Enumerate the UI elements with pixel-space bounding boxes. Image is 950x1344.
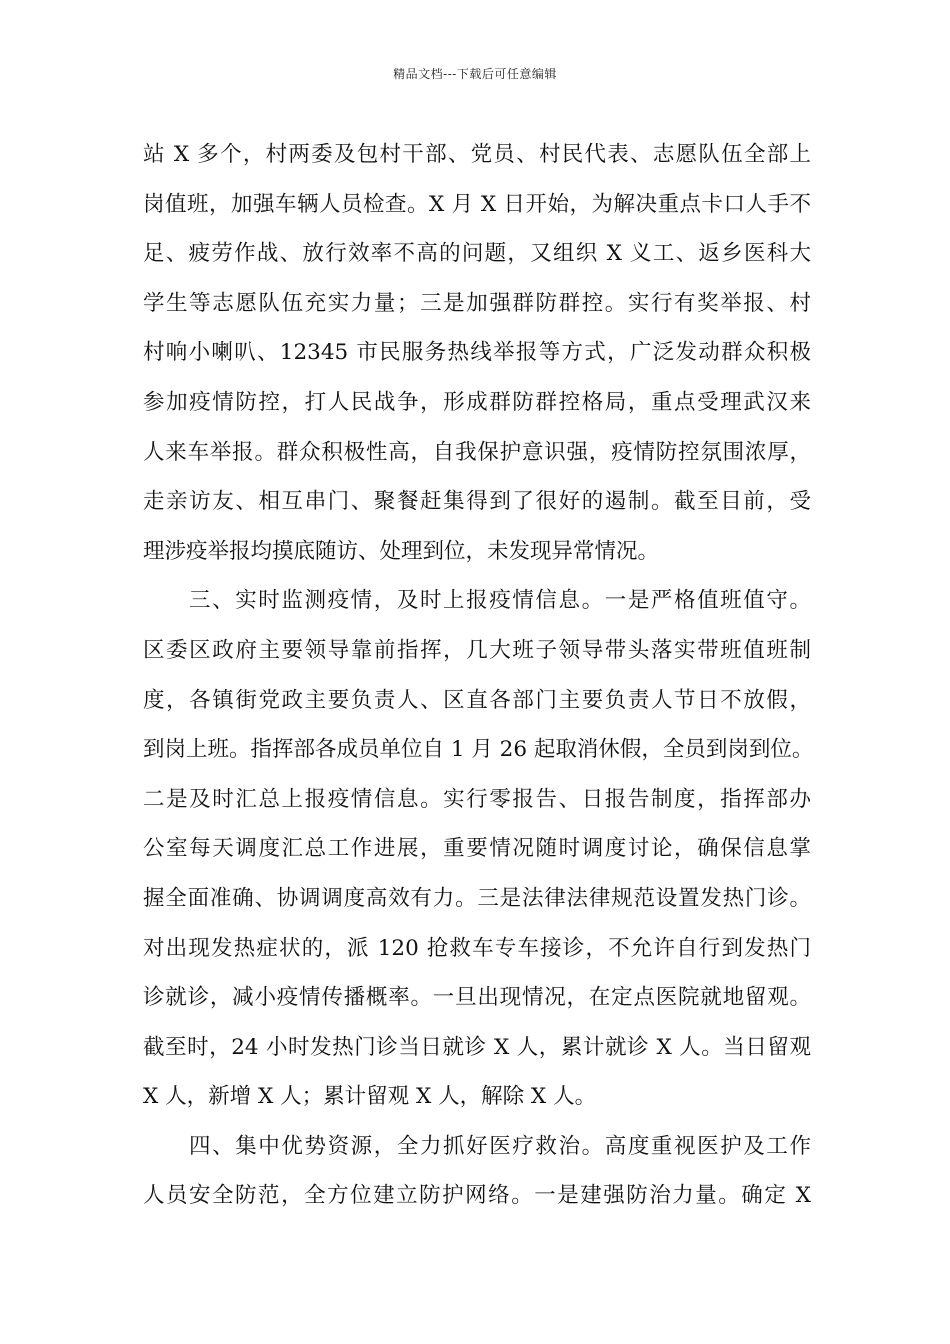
body-line: 人员安全防范，全方位建立防护网络。一是建强防治力量。确定 X — [143, 1183, 811, 1209]
body-line: X 人，新增 X 人；累计留观 X 人，解除 X 人。 — [143, 1084, 597, 1110]
body-line: 足、疲劳作战、放行效率不高的问题，又组织 X 义工、返乡医科大 — [143, 241, 811, 267]
document-body — [143, 130, 814, 1221]
body-line: 岗值班，加强车辆人员检查。X 月 X 日开始，为解决重点卡口人手不 — [143, 191, 811, 217]
body-line: 握全面准确、协调调度高效有力。三是法律法律规范设置发热门诊。 — [143, 885, 811, 911]
body-line: 截至时，24 小时发热门诊当日就诊 X 人，累计就诊 X 人。当日留观 — [143, 1034, 811, 1060]
body-line: 公室每天调度汇总工作进展，重要情况随时调度讨论，确保信息掌 — [143, 836, 811, 862]
body-line: 人来车举报。群众积极性高，自我保护意识强，疫情防控氛围浓厚， — [143, 439, 811, 465]
body-line: 站 X 多个，村两委及包村干部、党员、村民代表、志愿队伍全部上 — [143, 142, 811, 167]
body-line: 参加疫情防控，打人民战争，形成群防群控格局，重点受理武汉来 — [143, 389, 811, 415]
section-heading-line: 四、集中优势资源，全力抓好医疗救治。高度重视医护及工作 — [189, 1133, 811, 1159]
body-line: 理涉疫举报均摸底随访、处理到位，未发现异常情况。 — [143, 538, 660, 564]
body-line: 对出现发热症状的，派 120 抢救车专车接诊，不允许自行到发热门 — [143, 935, 811, 961]
body-line: 村响小喇叭、12345 市民服务热线举报等方式，广泛发动群众积极 — [143, 340, 811, 366]
body-line: 度，各镇街党政主要负责人、区直各部门主要负责人节日不放假， — [143, 687, 811, 713]
body-line: 到岗上班。指挥部各成员单位自 1 月 26 起取消休假，全员到岗到位。 — [143, 737, 814, 763]
body-line: 诊就诊，减小疫情传播概率。一旦出现情况，在定点医院就地留观。 — [143, 985, 811, 1011]
body-line: 学生等志愿队伍充实力量；三是加强群防群控。实行有奖举报、村 — [143, 290, 811, 316]
body-line: 走亲访友、相互串门、聚餐赶集得到了很好的遏制。截至目前，受 — [143, 489, 811, 515]
body-line: 二是及时汇总上报疫情信息。实行零报告、日报告制度，指挥部办 — [143, 786, 811, 812]
page-header: 精品文档---下载后可任意编辑 — [393, 67, 557, 81]
section-heading-line: 三、实时监测疫情，及时上报疫情信息。一是严格值班值守。 — [189, 588, 811, 614]
body-line: 区委区政府主要领导靠前指挥，几大班子领导带头落实带班值班制 — [143, 637, 811, 663]
